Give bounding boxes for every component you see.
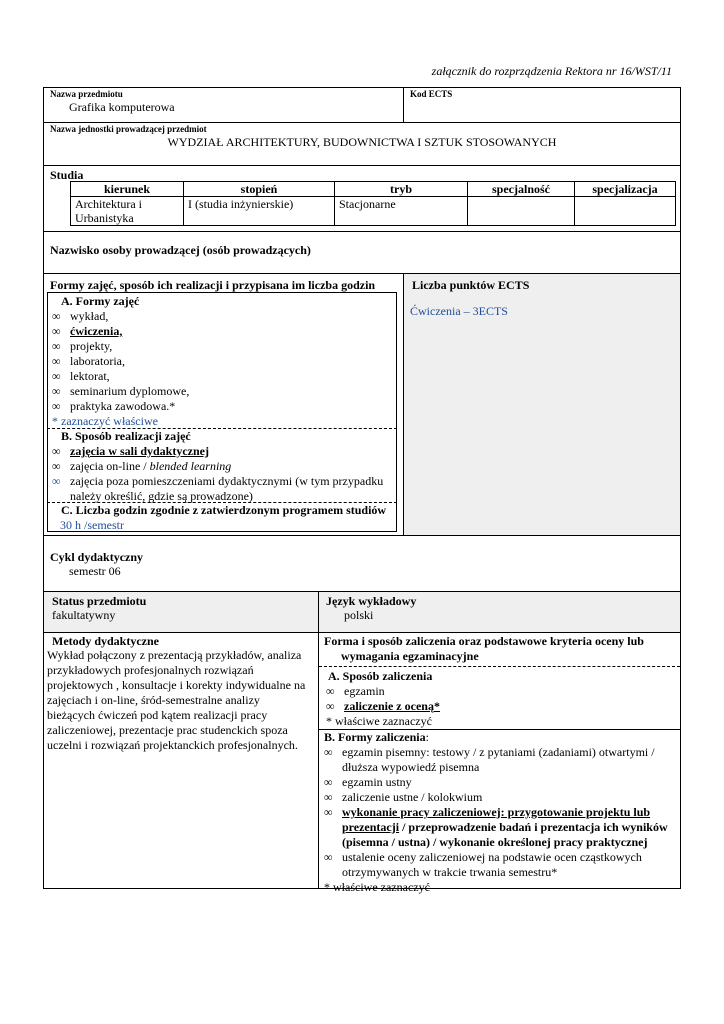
forms-a-title: A. Formy zajęć (61, 294, 140, 308)
list-item: ∞ zaliczenie z oceną* (326, 699, 440, 713)
cell-tryb: Stacjonarne (335, 197, 468, 226)
infinity-bullet-icon: ∞ (52, 384, 61, 398)
unit-cell (43, 122, 681, 166)
infinity-bullet-icon: ∞ (326, 684, 335, 698)
unit-value: WYDZIAŁ ARCHITEKTURY, BUDOWNICTWA I SZTUK STOSOWANYCH (167, 135, 557, 149)
cycle-cell (43, 535, 681, 592)
list-item: ∞ projekty, (52, 339, 113, 353)
assessment-a-title: A. Sposób zaliczenia (328, 669, 433, 683)
instructors-label: Nazwisko osoby prowadzącej (osób prowadzących) (50, 243, 311, 257)
course-name-label: Nazwa przedmiotu (50, 89, 123, 99)
ects-code-label: Kod ECTS (410, 89, 453, 99)
col-kierunek: kierunek (71, 182, 184, 197)
list-item: ∞ egzamin pisemny: testowy / z pytaniami (zadaniami) otwartymi / dłuższa wypowiedź pisemna (324, 745, 655, 774)
divider (319, 666, 680, 667)
ects-points-value: Ćwiczenia – 3ECTS (410, 304, 508, 318)
forms-a-section (52, 294, 392, 429)
cell-specjalnosc (468, 197, 575, 226)
status-value: fakultatywny (52, 608, 116, 622)
infinity-bullet-icon: ∞ (324, 775, 333, 789)
ects-points-cell (403, 273, 681, 536)
forms-c-value: 30 h /semestr (60, 518, 124, 532)
list-item: ∞ seminarium dyplomowe, (52, 384, 190, 398)
cell-stopien: I (studia inżynierskie) (184, 197, 335, 226)
list-item: ∞ zajęcia on-line / blended learning (52, 459, 232, 473)
infinity-bullet-icon: ∞ (326, 699, 335, 713)
list-item: ∞ zaliczenie ustne / kolokwium (324, 790, 483, 804)
assessment-a-note: * właściwe zaznaczyć (326, 714, 432, 728)
forms-a-note: * zaznaczyć właściwe (52, 414, 158, 428)
infinity-bullet-icon: ∞ (324, 850, 333, 864)
cell-kierunek: Architektura i Urbanistyka (71, 197, 184, 226)
col-specjalnosc: specjalność (468, 182, 575, 197)
infinity-bullet-icon: ∞ (52, 369, 61, 383)
infinity-bullet-icon: ∞ (52, 339, 61, 353)
language-cell (318, 591, 681, 633)
instructors-cell (43, 231, 681, 274)
assessment-b-title: B. Formy zaliczenia: (324, 730, 429, 744)
infinity-bullet-icon: ∞ (52, 444, 61, 458)
forms-b-title: B. Sposób realizacji zajęć (61, 429, 191, 443)
forms-c-title: C. Liczba godzin zgodnie z zatwierdzonym programem studiów (61, 503, 387, 517)
col-tryb: tryb (335, 182, 468, 197)
list-item: ∞ zajęcia poza pomieszczeniami dydaktycznymi (w tym przypadku należy określić, gdzie są prowadzone) (52, 474, 384, 503)
header-note: załącznik do rozprządzenia Rektora nr 16/WST/11 (431, 64, 672, 78)
assessment-b-section (324, 730, 679, 895)
cycle-label: Cykl dydaktyczny (50, 550, 144, 564)
status-label: Status przedmiotu (52, 594, 147, 608)
list-item: ∞ lektorat, (52, 369, 110, 383)
list-item: ∞ laboratoria, (52, 354, 125, 368)
studies-label: Studia (50, 168, 84, 182)
list-item: ∞ egzamin ustny (324, 775, 412, 789)
infinity-bullet-icon: ∞ (52, 324, 61, 338)
forms-label: Formy zajęć, sposób ich realizacji i przypisana im liczba godzin (50, 278, 376, 292)
ects-points-label: Liczba punktów ECTS (412, 278, 530, 292)
cell-specjalizacja (575, 197, 676, 226)
forms-c-section (52, 503, 392, 533)
list-item: ∞ ustalenie oceny zaliczeniowej na podstawie ocen cząstkowych otrzymywanych w trakcie trwania semestru* (324, 850, 642, 879)
list-item: ∞ wykonanie pracy zaliczeniowej: przygotowanie projektu lub prezentacji / przeprowadzenie badań i prezentacja ich wyników (pisemna / ustna) / wykonanie określonej pracy praktycznej (324, 805, 668, 849)
infinity-bullet-icon: ∞ (52, 459, 61, 473)
cycle-value: semestr 06 (69, 564, 121, 578)
forms-b-section (52, 429, 392, 504)
infinity-bullet-icon: ∞ (52, 399, 61, 413)
status-cell (43, 591, 319, 633)
assessment-b-note: * właściwe zaznaczyć (324, 880, 430, 894)
course-name-value: Grafika komputerowa (69, 100, 175, 114)
language-value: polski (344, 608, 374, 622)
infinity-bullet-icon: ∞ (324, 790, 333, 804)
infinity-bullet-icon: ∞ (324, 745, 333, 759)
infinity-bullet-icon: ∞ (324, 805, 333, 819)
list-item: ∞ praktyka zawodowa.* (52, 399, 176, 413)
methods-label: Metody dydaktyczne (52, 634, 159, 648)
language-label: Język wykładowy (326, 594, 417, 608)
list-item: ∞ wykład, (52, 309, 109, 323)
infinity-bullet-icon: ∞ (52, 309, 61, 323)
infinity-bullet-icon: ∞ (52, 474, 61, 488)
infinity-bullet-icon: ∞ (52, 354, 61, 368)
course-name-cell (43, 87, 404, 123)
studies-table (70, 181, 676, 226)
assessment-a-section (326, 669, 676, 729)
methods-cell (43, 632, 319, 889)
list-item: ∞ ćwiczenia, (52, 324, 123, 338)
col-specjalizacja: specjalizacja (575, 182, 676, 197)
list-item: ∞ egzamin (326, 684, 385, 698)
assessment-label: Forma i sposób zaliczenia oraz podstawowe kryteria oceny lub wymagania egzaminacyjne (324, 634, 644, 663)
col-stopien: stopień (184, 182, 335, 197)
methods-text: Wykład połączony z prezentacją przykładów, analiza przykładowych profesjonalnych rozwiązań projektowych , konsultacje i korekty indywidualne na zajęciach i on-line, śród-semestralne analizy bieżących ćwiczeń pod kątem realizacji pracy zaliczeniowej, prezentacje prac studenckich spoza uczelni i rozwiązań projektanckich profesjonalnych. (47, 648, 306, 752)
unit-label: Nazwa jednostki prowadzącej przedmiot (50, 124, 207, 134)
list-item: ∞ zajęcia w sali dydaktycznej (52, 444, 209, 458)
ects-code-cell (403, 87, 681, 123)
